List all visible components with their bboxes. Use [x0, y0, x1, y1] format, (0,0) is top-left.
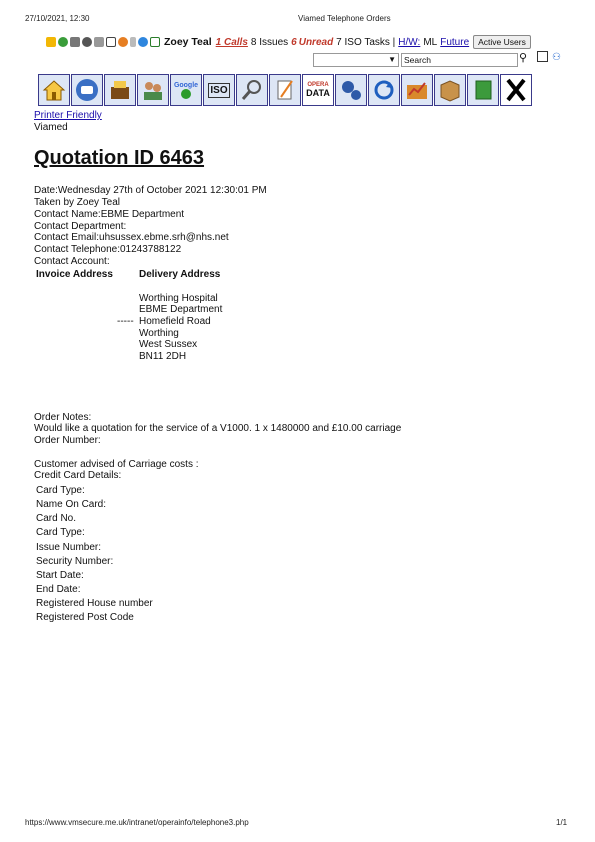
detail-taken-by: Taken by Zoey Teal: [34, 197, 120, 208]
chat-icon[interactable]: [138, 37, 148, 47]
delivery-line: Worthing: [139, 328, 179, 339]
detail-contact-name: Contact Name:EBME Department: [34, 209, 185, 220]
manual-button[interactable]: [467, 74, 499, 106]
card-field: Start Date:: [36, 570, 84, 581]
chart-folder-icon: [404, 77, 430, 103]
printer-friendly-link[interactable]: Printer Friendly: [34, 110, 102, 121]
detail-contact-email: Contact Email:uhsussex.ebme.srh@nhs.net: [34, 232, 229, 243]
pointer-icon[interactable]: [130, 37, 136, 47]
telephone-icon: [74, 77, 100, 103]
order-number-label: Order Number:: [34, 435, 101, 446]
print-datetime: 27/10/2021, 12:30: [25, 14, 90, 23]
card-field: Name On Card:: [36, 499, 107, 510]
google-label: Google: [173, 81, 199, 89]
future-link[interactable]: Future: [440, 36, 470, 48]
copy-icon[interactable]: [106, 37, 116, 47]
filter-select[interactable]: [313, 53, 399, 67]
pen-icon[interactable]: [70, 37, 80, 47]
card-field: End Date:: [36, 584, 81, 595]
network-icon[interactable]: [94, 37, 104, 47]
external-link-icon[interactable]: [537, 51, 548, 62]
credit-card-details-label: Credit Card Details:: [34, 470, 122, 481]
phone-green-icon: [181, 89, 191, 99]
search-icon[interactable]: ⚲: [519, 52, 528, 64]
cash-register-icon: [107, 77, 133, 103]
data-label: DATA: [306, 88, 330, 98]
iso-button[interactable]: [203, 74, 235, 106]
reports-button[interactable]: [401, 74, 433, 106]
delivery-line: BN11 2DH: [139, 351, 187, 362]
users-icon[interactable]: ⚇: [552, 52, 561, 63]
status-bar: [46, 35, 566, 49]
delivery-line: EBME Department: [139, 304, 223, 315]
footer-page: 1/1: [556, 818, 568, 827]
home-button[interactable]: [38, 74, 70, 106]
notes-button[interactable]: [269, 74, 301, 106]
hw-link[interactable]: H/W:: [398, 36, 421, 48]
clock-icon[interactable]: [150, 37, 160, 47]
card-field: Issue Number:: [36, 542, 102, 553]
smiley-icon[interactable]: [118, 37, 128, 47]
opera-data-button[interactable]: [302, 74, 334, 106]
home-icon: [41, 77, 67, 103]
detail-contact-department: Contact Department:: [34, 221, 127, 232]
magnifier-icon: [239, 77, 265, 103]
google-button[interactable]: [170, 74, 202, 106]
print-title: Viamed Telephone Orders: [298, 14, 391, 23]
gears-icon: [338, 77, 364, 103]
delivery-line: Homefield Road: [139, 316, 211, 327]
home-small-icon[interactable]: [46, 37, 56, 47]
box-icon: [437, 77, 463, 103]
order-notes-label: Order Notes:: [34, 412, 92, 423]
page-title: Quotation ID 6463: [34, 147, 205, 169]
order-notes-text: Would like a quotation for the service of a V1000. 1 x 1480000 and £10.00 carriage: [34, 423, 402, 434]
opera-label: OPERA: [307, 82, 329, 88]
unread-count[interactable]: 6: [291, 36, 297, 48]
notepad-icon: [272, 77, 298, 103]
unread-label[interactable]: Unread: [298, 36, 334, 48]
ml-label: ML: [423, 36, 438, 48]
refresh-button[interactable]: [368, 74, 400, 106]
search-input[interactable]: Search: [401, 53, 518, 67]
refresh-icon: [371, 77, 397, 103]
cash-register-button[interactable]: [104, 74, 136, 106]
packages-button[interactable]: [434, 74, 466, 106]
delivery-line: West Sussex: [139, 339, 198, 350]
detail-date: Date:Wednesday 27th of October 2021 12:30:01 PM: [34, 185, 267, 196]
card-field: Security Number:: [36, 556, 114, 567]
card-field: Card Type:: [36, 527, 85, 538]
telephone-button[interactable]: [71, 74, 103, 106]
company-name: Viamed: [34, 122, 68, 133]
active-users-button[interactable]: Active Users: [473, 35, 531, 49]
card-field: Card No.: [36, 513, 77, 524]
address-separator: -----: [117, 316, 134, 327]
card-field: Registered House number: [36, 598, 153, 609]
iso-label: ISO: [210, 84, 228, 96]
close-icon: [503, 77, 529, 103]
card-field: Registered Post Code: [36, 612, 134, 623]
card-field: Card Type:: [36, 485, 85, 496]
contacts-button[interactable]: [137, 74, 169, 106]
footer-url: https://www.vmsecure.me.uk/intranet/operainfo/telephone3.php: [25, 818, 249, 827]
delivery-line: Worthing Hospital: [139, 293, 218, 304]
issues-count[interactable]: 8 Issues: [250, 36, 289, 48]
contacts-icon: [140, 77, 166, 103]
close-button[interactable]: [500, 74, 532, 106]
globe-icon[interactable]: [58, 37, 68, 47]
iso-tasks[interactable]: 7 ISO Tasks |: [336, 36, 396, 48]
delivery-address-header: Delivery Address: [139, 269, 221, 280]
main-toolbar: [38, 74, 564, 108]
carriage-note: Customer advised of Carriage costs :: [34, 459, 199, 470]
gear-small-icon[interactable]: [82, 37, 92, 47]
detail-contact-telephone: Contact Telephone:01243788122: [34, 244, 182, 255]
user-name: Zoey Teal: [164, 36, 212, 48]
invoice-address-header: Invoice Address: [36, 269, 113, 280]
settings-button[interactable]: [335, 74, 367, 106]
magnifier-button[interactable]: [236, 74, 268, 106]
chevron-down-icon: ▼: [388, 55, 396, 64]
detail-contact-account: Contact Account:: [34, 256, 110, 267]
calls-link[interactable]: 1 Calls: [215, 36, 248, 48]
book-icon: [470, 77, 496, 103]
